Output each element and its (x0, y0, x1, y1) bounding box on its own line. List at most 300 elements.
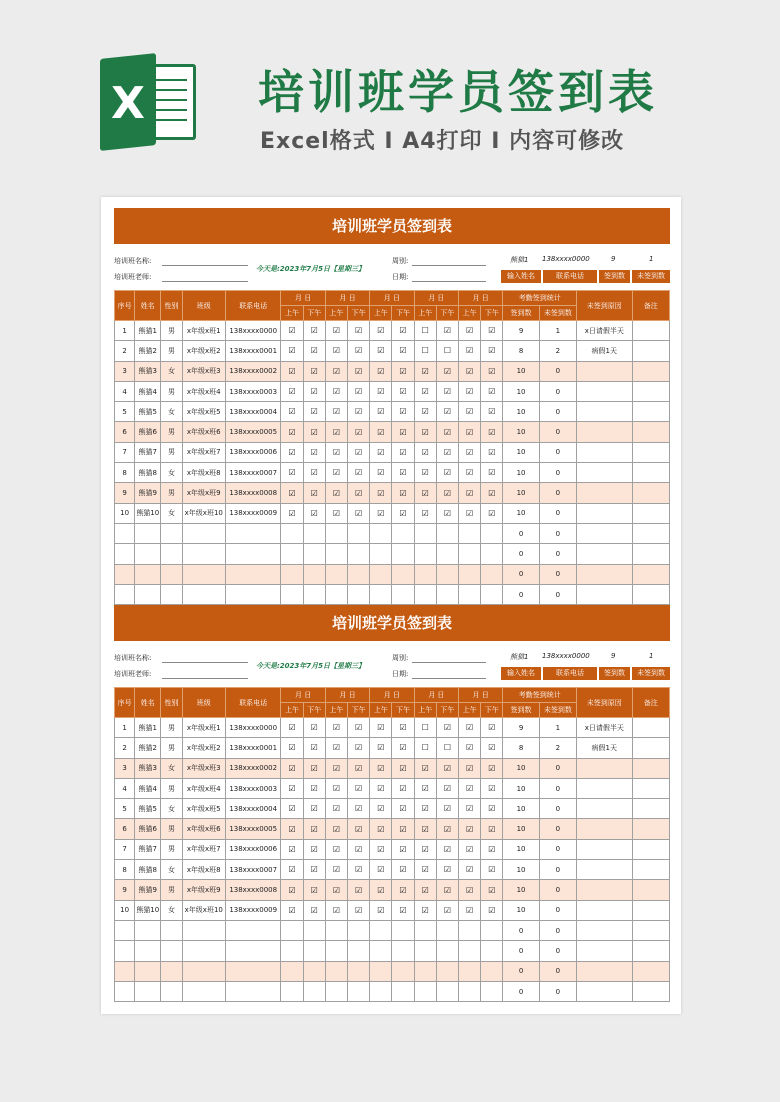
cell-class[interactable] (182, 961, 225, 981)
cell-note[interactable] (632, 819, 669, 839)
checked-checkbox-icon[interactable]: ☑ (414, 778, 436, 798)
checked-checkbox-icon[interactable]: ☑ (303, 778, 325, 798)
cell-gender[interactable] (161, 544, 182, 564)
checked-checkbox-icon[interactable]: ☑ (348, 738, 370, 758)
checked-checkbox-icon[interactable]: ☑ (281, 483, 303, 503)
attendance-cell[interactable] (370, 981, 392, 1001)
cell-phone[interactable] (225, 544, 280, 564)
checked-checkbox-icon[interactable]: ☑ (303, 442, 325, 462)
checked-checkbox-icon[interactable]: ☑ (481, 503, 503, 523)
cell-name[interactable] (135, 564, 161, 584)
attendance-cell[interactable] (370, 920, 392, 940)
cell-note[interactable] (632, 584, 669, 604)
checked-checkbox-icon[interactable]: ☑ (370, 819, 392, 839)
cell-name[interactable]: 熊猫7 (135, 839, 161, 859)
attendance-cell[interactable] (414, 961, 436, 981)
checked-checkbox-icon[interactable]: ☑ (414, 839, 436, 859)
cell-note[interactable] (632, 564, 669, 584)
unchecked-checkbox-icon[interactable]: ☐ (414, 321, 436, 341)
checked-checkbox-icon[interactable]: ☑ (414, 503, 436, 523)
checked-checkbox-icon[interactable]: ☑ (481, 738, 503, 758)
checked-checkbox-icon[interactable]: ☑ (348, 442, 370, 462)
checked-checkbox-icon[interactable]: ☑ (348, 321, 370, 341)
attendance-cell[interactable] (414, 523, 436, 543)
cell-note[interactable] (632, 503, 669, 523)
cell-reason[interactable]: 病假1天 (577, 738, 632, 758)
cell-class[interactable] (182, 981, 225, 1001)
cell-class[interactable]: x年级x班9 (182, 880, 225, 900)
checked-checkbox-icon[interactable]: ☑ (303, 718, 325, 738)
cell-phone[interactable]: 138xxxx0006 (225, 442, 280, 462)
checked-checkbox-icon[interactable]: ☑ (481, 799, 503, 819)
unchecked-checkbox-icon[interactable]: ☐ (436, 738, 458, 758)
cell-phone[interactable]: 138xxxx0004 (225, 799, 280, 819)
cell-reason[interactable] (577, 422, 632, 442)
cell-note[interactable] (632, 839, 669, 859)
checked-checkbox-icon[interactable]: ☑ (436, 900, 458, 920)
checked-checkbox-icon[interactable]: ☑ (325, 422, 347, 442)
checked-checkbox-icon[interactable]: ☑ (303, 758, 325, 778)
checked-checkbox-icon[interactable]: ☑ (370, 503, 392, 523)
cell-name[interactable]: 熊猫5 (135, 799, 161, 819)
attendance-cell[interactable] (281, 523, 303, 543)
cell-reason[interactable] (577, 941, 632, 961)
checked-checkbox-icon[interactable]: ☑ (303, 341, 325, 361)
attendance-cell[interactable] (303, 961, 325, 981)
checked-checkbox-icon[interactable]: ☑ (370, 839, 392, 859)
checked-checkbox-icon[interactable]: ☑ (414, 860, 436, 880)
cell-name[interactable] (135, 941, 161, 961)
checked-checkbox-icon[interactable]: ☑ (414, 463, 436, 483)
cell-gender[interactable]: 女 (161, 758, 182, 778)
cell-name[interactable]: 熊猫2 (135, 738, 161, 758)
attendance-cell[interactable] (436, 544, 458, 564)
checked-checkbox-icon[interactable]: ☑ (392, 483, 414, 503)
checked-checkbox-icon[interactable]: ☑ (281, 463, 303, 483)
attendance-cell[interactable] (325, 941, 347, 961)
cell-reason[interactable] (577, 860, 632, 880)
checked-checkbox-icon[interactable]: ☑ (392, 321, 414, 341)
attendance-cell[interactable] (370, 523, 392, 543)
cell-note[interactable] (632, 442, 669, 462)
checked-checkbox-icon[interactable]: ☑ (370, 361, 392, 381)
date-input[interactable] (412, 678, 486, 679)
checked-checkbox-icon[interactable]: ☑ (325, 381, 347, 401)
checked-checkbox-icon[interactable]: ☑ (325, 503, 347, 523)
attendance-cell[interactable] (281, 981, 303, 1001)
checked-checkbox-icon[interactable]: ☑ (348, 758, 370, 778)
cell-class[interactable]: x年级x班3 (182, 758, 225, 778)
cell-name[interactable]: 熊猫8 (135, 860, 161, 880)
cell-phone[interactable]: 138xxxx0000 (225, 321, 280, 341)
checked-checkbox-icon[interactable]: ☑ (303, 483, 325, 503)
cell-note[interactable] (632, 483, 669, 503)
checked-checkbox-icon[interactable]: ☑ (348, 718, 370, 738)
cell-note[interactable] (632, 900, 669, 920)
attendance-cell[interactable] (392, 523, 414, 543)
cell-class[interactable] (182, 584, 225, 604)
checked-checkbox-icon[interactable]: ☑ (481, 778, 503, 798)
cell-note[interactable] (632, 718, 669, 738)
cell-phone[interactable] (225, 981, 280, 1001)
checked-checkbox-icon[interactable]: ☑ (281, 799, 303, 819)
cell-phone[interactable]: 138xxxx0003 (225, 778, 280, 798)
cell-name[interactable] (135, 920, 161, 940)
attendance-cell[interactable] (459, 981, 481, 1001)
checked-checkbox-icon[interactable]: ☑ (436, 402, 458, 422)
checked-checkbox-icon[interactable]: ☑ (325, 321, 347, 341)
checked-checkbox-icon[interactable]: ☑ (303, 900, 325, 920)
checked-checkbox-icon[interactable]: ☑ (459, 503, 481, 523)
attendance-cell[interactable] (303, 981, 325, 1001)
checked-checkbox-icon[interactable]: ☑ (325, 900, 347, 920)
cell-reason[interactable] (577, 483, 632, 503)
attendance-cell[interactable] (303, 564, 325, 584)
cell-name[interactable]: 熊猫4 (135, 778, 161, 798)
checked-checkbox-icon[interactable]: ☑ (392, 839, 414, 859)
cell-reason[interactable] (577, 778, 632, 798)
attendance-cell[interactable] (459, 523, 481, 543)
checked-checkbox-icon[interactable]: ☑ (370, 900, 392, 920)
checked-checkbox-icon[interactable]: ☑ (281, 860, 303, 880)
checked-checkbox-icon[interactable]: ☑ (459, 799, 481, 819)
cell-note[interactable] (632, 361, 669, 381)
attendance-cell[interactable] (303, 584, 325, 604)
attendance-cell[interactable] (459, 961, 481, 981)
attendance-cell[interactable] (459, 564, 481, 584)
cell-reason[interactable] (577, 920, 632, 940)
checked-checkbox-icon[interactable]: ☑ (348, 422, 370, 442)
checked-checkbox-icon[interactable]: ☑ (303, 503, 325, 523)
attendance-cell[interactable] (281, 961, 303, 981)
cell-class[interactable]: x年级x班5 (182, 799, 225, 819)
checked-checkbox-icon[interactable]: ☑ (348, 483, 370, 503)
attendance-cell[interactable] (481, 981, 503, 1001)
checked-checkbox-icon[interactable]: ☑ (325, 361, 347, 381)
attendance-cell[interactable] (370, 544, 392, 564)
checked-checkbox-icon[interactable]: ☑ (325, 718, 347, 738)
checked-checkbox-icon[interactable]: ☑ (281, 778, 303, 798)
cell-name[interactable]: 熊猫10 (135, 900, 161, 920)
cell-name[interactable]: 熊猫1 (135, 718, 161, 738)
checked-checkbox-icon[interactable]: ☑ (348, 361, 370, 381)
checked-checkbox-icon[interactable]: ☑ (481, 839, 503, 859)
cell-gender[interactable]: 女 (161, 402, 182, 422)
cell-gender[interactable]: 男 (161, 880, 182, 900)
cell-gender[interactable]: 男 (161, 321, 182, 341)
cell-reason[interactable]: x日请假半天 (577, 321, 632, 341)
checked-checkbox-icon[interactable]: ☑ (481, 381, 503, 401)
attendance-cell[interactable] (459, 920, 481, 940)
attendance-cell[interactable] (325, 584, 347, 604)
cell-gender[interactable] (161, 584, 182, 604)
cell-phone[interactable]: 138xxxx0007 (225, 860, 280, 880)
cell-class[interactable] (182, 941, 225, 961)
checked-checkbox-icon[interactable]: ☑ (436, 860, 458, 880)
signed-count-button[interactable]: 签到数 (599, 667, 630, 680)
checked-checkbox-icon[interactable]: ☑ (281, 900, 303, 920)
attendance-cell[interactable] (281, 584, 303, 604)
cell-class[interactable]: x年级x班10 (182, 900, 225, 920)
checked-checkbox-icon[interactable]: ☑ (392, 341, 414, 361)
cell-phone[interactable] (225, 564, 280, 584)
unchecked-checkbox-icon[interactable]: ☐ (414, 718, 436, 738)
unsigned-count-button[interactable]: 未签到数 (632, 667, 670, 680)
checked-checkbox-icon[interactable]: ☑ (414, 361, 436, 381)
checked-checkbox-icon[interactable]: ☑ (481, 880, 503, 900)
cell-class[interactable]: x年级x班7 (182, 442, 225, 462)
attendance-cell[interactable] (481, 941, 503, 961)
checked-checkbox-icon[interactable]: ☑ (392, 860, 414, 880)
attendance-cell[interactable] (414, 941, 436, 961)
cell-reason[interactable] (577, 442, 632, 462)
attendance-cell[interactable] (459, 544, 481, 564)
cell-name[interactable]: 熊猫8 (135, 463, 161, 483)
checked-checkbox-icon[interactable]: ☑ (281, 738, 303, 758)
checked-checkbox-icon[interactable]: ☑ (370, 880, 392, 900)
checked-checkbox-icon[interactable]: ☑ (325, 463, 347, 483)
checked-checkbox-icon[interactable]: ☑ (414, 799, 436, 819)
attendance-cell[interactable] (370, 941, 392, 961)
cell-reason[interactable] (577, 961, 632, 981)
checked-checkbox-icon[interactable]: ☑ (459, 381, 481, 401)
attendance-cell[interactable] (481, 584, 503, 604)
cell-reason[interactable] (577, 981, 632, 1001)
attendance-cell[interactable] (436, 564, 458, 584)
checked-checkbox-icon[interactable]: ☑ (481, 442, 503, 462)
checked-checkbox-icon[interactable]: ☑ (348, 778, 370, 798)
checked-checkbox-icon[interactable]: ☑ (436, 839, 458, 859)
checked-checkbox-icon[interactable]: ☑ (303, 839, 325, 859)
cell-phone[interactable]: 138xxxx0008 (225, 483, 280, 503)
checked-checkbox-icon[interactable]: ☑ (325, 442, 347, 462)
attendance-cell[interactable] (392, 564, 414, 584)
checked-checkbox-icon[interactable]: ☑ (459, 880, 481, 900)
checked-checkbox-icon[interactable]: ☑ (325, 778, 347, 798)
checked-checkbox-icon[interactable]: ☑ (348, 341, 370, 361)
attendance-cell[interactable] (392, 941, 414, 961)
cell-phone[interactable]: 138xxxx0006 (225, 839, 280, 859)
input-name-button[interactable]: 输入姓名 (501, 270, 541, 283)
checked-checkbox-icon[interactable]: ☑ (436, 819, 458, 839)
cell-gender[interactable]: 男 (161, 341, 182, 361)
cell-note[interactable] (632, 860, 669, 880)
cell-gender[interactable]: 男 (161, 839, 182, 859)
attendance-cell[interactable] (370, 584, 392, 604)
checked-checkbox-icon[interactable]: ☑ (481, 321, 503, 341)
checked-checkbox-icon[interactable]: ☑ (481, 900, 503, 920)
cell-gender[interactable]: 女 (161, 860, 182, 880)
cell-note[interactable] (632, 544, 669, 564)
attendance-cell[interactable] (348, 920, 370, 940)
cell-class[interactable]: x年级x班4 (182, 778, 225, 798)
class-name-input[interactable] (162, 662, 248, 663)
cell-name[interactable]: 熊猫10 (135, 503, 161, 523)
phone-button[interactable]: 联系电话 (543, 667, 597, 680)
checked-checkbox-icon[interactable]: ☑ (392, 361, 414, 381)
cell-name[interactable]: 熊猫3 (135, 361, 161, 381)
checked-checkbox-icon[interactable]: ☑ (414, 758, 436, 778)
checked-checkbox-icon[interactable]: ☑ (392, 799, 414, 819)
checked-checkbox-icon[interactable]: ☑ (414, 422, 436, 442)
attendance-cell[interactable] (348, 564, 370, 584)
attendance-cell[interactable] (348, 544, 370, 564)
cell-reason[interactable] (577, 900, 632, 920)
checked-checkbox-icon[interactable]: ☑ (459, 778, 481, 798)
checked-checkbox-icon[interactable]: ☑ (303, 860, 325, 880)
checked-checkbox-icon[interactable]: ☑ (348, 900, 370, 920)
cell-name[interactable]: 熊猫3 (135, 758, 161, 778)
cell-phone[interactable]: 138xxxx0005 (225, 819, 280, 839)
week-input[interactable] (412, 265, 486, 266)
checked-checkbox-icon[interactable]: ☑ (370, 483, 392, 503)
checked-checkbox-icon[interactable]: ☑ (325, 880, 347, 900)
checked-checkbox-icon[interactable]: ☑ (436, 321, 458, 341)
cell-note[interactable] (632, 920, 669, 940)
attendance-cell[interactable] (481, 523, 503, 543)
cell-phone[interactable]: 138xxxx0001 (225, 738, 280, 758)
attendance-cell[interactable] (303, 920, 325, 940)
cell-reason[interactable] (577, 880, 632, 900)
cell-note[interactable] (632, 422, 669, 442)
checked-checkbox-icon[interactable]: ☑ (281, 321, 303, 341)
attendance-cell[interactable] (392, 920, 414, 940)
checked-checkbox-icon[interactable]: ☑ (392, 503, 414, 523)
checked-checkbox-icon[interactable]: ☑ (481, 718, 503, 738)
attendance-cell[interactable] (281, 920, 303, 940)
checked-checkbox-icon[interactable]: ☑ (370, 758, 392, 778)
checked-checkbox-icon[interactable]: ☑ (436, 422, 458, 442)
cell-class[interactable]: x年级x班1 (182, 718, 225, 738)
checked-checkbox-icon[interactable]: ☑ (414, 819, 436, 839)
checked-checkbox-icon[interactable]: ☑ (303, 381, 325, 401)
checked-checkbox-icon[interactable]: ☑ (392, 880, 414, 900)
date-input[interactable] (412, 281, 486, 282)
attendance-cell[interactable] (281, 564, 303, 584)
cell-class[interactable]: x年级x班4 (182, 381, 225, 401)
attendance-cell[interactable] (325, 564, 347, 584)
checked-checkbox-icon[interactable]: ☑ (459, 321, 481, 341)
cell-reason[interactable]: 病假1天 (577, 341, 632, 361)
cell-note[interactable] (632, 463, 669, 483)
cell-note[interactable] (632, 778, 669, 798)
cell-class[interactable]: x年级x班6 (182, 819, 225, 839)
cell-note[interactable] (632, 381, 669, 401)
cell-gender[interactable]: 女 (161, 799, 182, 819)
attendance-cell[interactable] (436, 523, 458, 543)
cell-gender[interactable]: 女 (161, 463, 182, 483)
cell-name[interactable] (135, 523, 161, 543)
checked-checkbox-icon[interactable]: ☑ (414, 381, 436, 401)
checked-checkbox-icon[interactable]: ☑ (459, 463, 481, 483)
checked-checkbox-icon[interactable]: ☑ (281, 718, 303, 738)
checked-checkbox-icon[interactable]: ☑ (281, 442, 303, 462)
checked-checkbox-icon[interactable]: ☑ (303, 738, 325, 758)
checked-checkbox-icon[interactable]: ☑ (348, 503, 370, 523)
checked-checkbox-icon[interactable]: ☑ (303, 402, 325, 422)
cell-reason[interactable] (577, 839, 632, 859)
checked-checkbox-icon[interactable]: ☑ (481, 402, 503, 422)
cell-note[interactable] (632, 981, 669, 1001)
checked-checkbox-icon[interactable]: ☑ (370, 422, 392, 442)
cell-reason[interactable] (577, 381, 632, 401)
checked-checkbox-icon[interactable]: ☑ (392, 819, 414, 839)
checked-checkbox-icon[interactable]: ☑ (459, 402, 481, 422)
attendance-cell[interactable] (414, 920, 436, 940)
checked-checkbox-icon[interactable]: ☑ (459, 758, 481, 778)
cell-phone[interactable] (225, 523, 280, 543)
checked-checkbox-icon[interactable]: ☑ (348, 381, 370, 401)
attendance-cell[interactable] (303, 544, 325, 564)
checked-checkbox-icon[interactable]: ☑ (303, 463, 325, 483)
cell-class[interactable]: x年级x班6 (182, 422, 225, 442)
checked-checkbox-icon[interactable]: ☑ (325, 758, 347, 778)
attendance-cell[interactable] (436, 961, 458, 981)
signed-count-button[interactable]: 签到数 (599, 270, 630, 283)
cell-gender[interactable]: 男 (161, 738, 182, 758)
checked-checkbox-icon[interactable]: ☑ (414, 900, 436, 920)
cell-gender[interactable]: 男 (161, 483, 182, 503)
cell-note[interactable] (632, 880, 669, 900)
cell-phone[interactable] (225, 941, 280, 961)
cell-name[interactable] (135, 961, 161, 981)
checked-checkbox-icon[interactable]: ☑ (325, 402, 347, 422)
checked-checkbox-icon[interactable]: ☑ (481, 463, 503, 483)
cell-phone[interactable]: 138xxxx0005 (225, 422, 280, 442)
attendance-cell[interactable] (392, 961, 414, 981)
cell-name[interactable]: 熊猫4 (135, 381, 161, 401)
cell-class[interactable] (182, 564, 225, 584)
checked-checkbox-icon[interactable]: ☑ (481, 819, 503, 839)
checked-checkbox-icon[interactable]: ☑ (481, 758, 503, 778)
attendance-cell[interactable] (414, 564, 436, 584)
attendance-cell[interactable] (325, 981, 347, 1001)
checked-checkbox-icon[interactable]: ☑ (303, 819, 325, 839)
cell-name[interactable]: 熊猫9 (135, 880, 161, 900)
cell-class[interactable]: x年级x班7 (182, 839, 225, 859)
checked-checkbox-icon[interactable]: ☑ (392, 900, 414, 920)
attendance-cell[interactable] (370, 564, 392, 584)
cell-note[interactable] (632, 402, 669, 422)
checked-checkbox-icon[interactable]: ☑ (325, 738, 347, 758)
checked-checkbox-icon[interactable]: ☑ (370, 463, 392, 483)
attendance-cell[interactable] (414, 584, 436, 604)
cell-phone[interactable]: 138xxxx0001 (225, 341, 280, 361)
attendance-cell[interactable] (348, 523, 370, 543)
cell-class[interactable]: x年级x班2 (182, 341, 225, 361)
attendance-cell[interactable] (325, 961, 347, 981)
checked-checkbox-icon[interactable]: ☑ (281, 758, 303, 778)
cell-reason[interactable]: x日请假半天 (577, 718, 632, 738)
cell-note[interactable] (632, 523, 669, 543)
cell-phone[interactable]: 138xxxx0002 (225, 361, 280, 381)
attendance-cell[interactable] (348, 961, 370, 981)
input-name-button[interactable]: 输入姓名 (501, 667, 541, 680)
checked-checkbox-icon[interactable]: ☑ (436, 799, 458, 819)
cell-name[interactable]: 熊猫6 (135, 422, 161, 442)
unchecked-checkbox-icon[interactable]: ☐ (414, 738, 436, 758)
cell-gender[interactable] (161, 941, 182, 961)
cell-note[interactable] (632, 758, 669, 778)
checked-checkbox-icon[interactable]: ☑ (459, 738, 481, 758)
cell-phone[interactable]: 138xxxx0004 (225, 402, 280, 422)
checked-checkbox-icon[interactable]: ☑ (370, 442, 392, 462)
cell-gender[interactable]: 女 (161, 361, 182, 381)
checked-checkbox-icon[interactable]: ☑ (392, 738, 414, 758)
checked-checkbox-icon[interactable]: ☑ (392, 422, 414, 442)
checked-checkbox-icon[interactable]: ☑ (414, 442, 436, 462)
cell-gender[interactable] (161, 564, 182, 584)
